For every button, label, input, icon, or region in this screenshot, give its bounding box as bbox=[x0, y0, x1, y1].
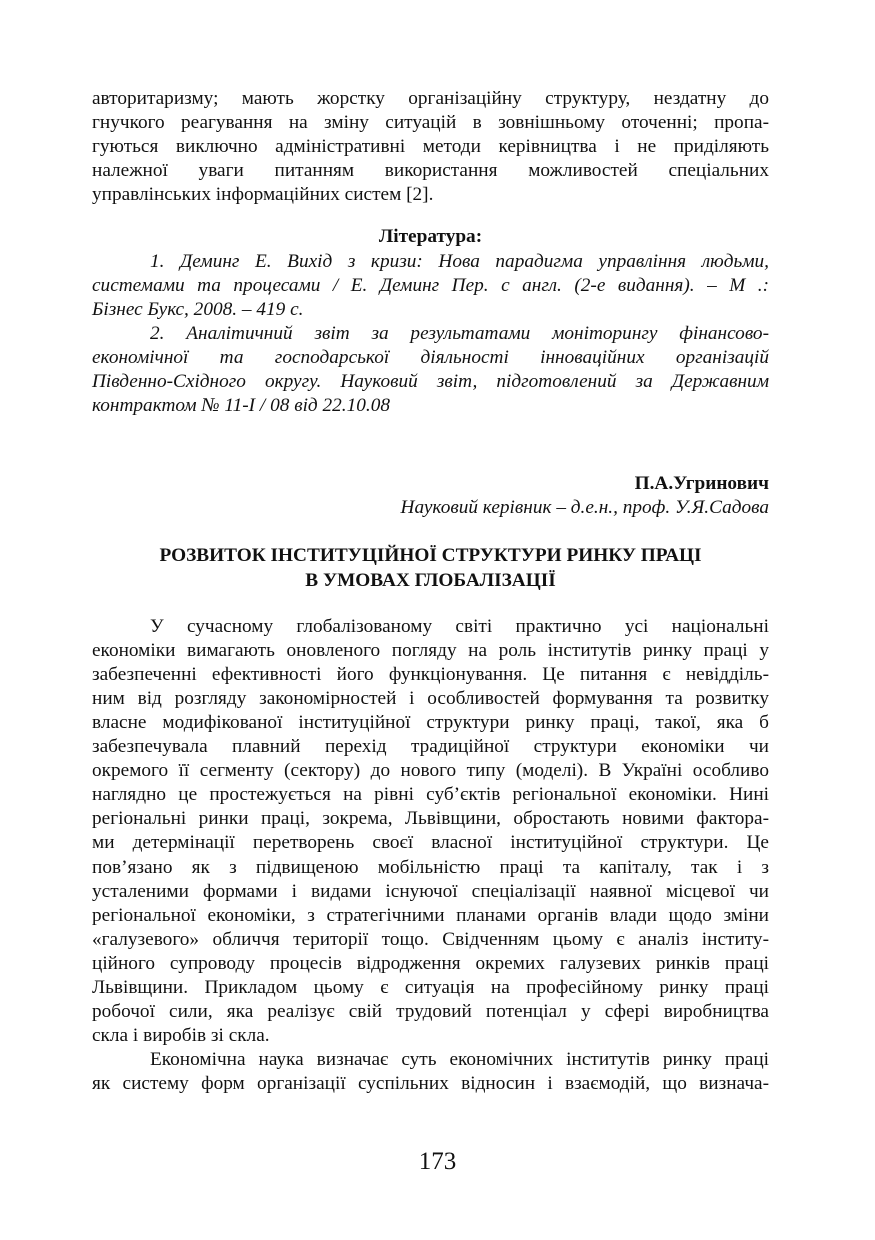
text-line: управлінських інформаційних систем [2]. bbox=[92, 184, 434, 206]
text-line: пов’язано як з підвищеною мобільністю праці та капіталу, так і з bbox=[92, 856, 769, 878]
text-line: регіональної економіки, з стратегічними планами органів влади щодо зміни bbox=[92, 904, 769, 926]
text-line: гнучкого реагування на зміну ситуацій в зовнішньому оточенні; пропа- bbox=[92, 112, 769, 134]
text-line: ційного супроводу процесів відродження окремих галузевих ринків праці bbox=[92, 952, 769, 974]
reference-item-1 bbox=[92, 250, 769, 322]
intro-paragraph bbox=[92, 87, 769, 207]
article-paragraph-2 bbox=[92, 1048, 769, 1096]
text-line: гуються виключно адміністративні методи керівництва і не приділяють bbox=[92, 136, 769, 158]
text-line: ми детермінації перетворень своєї власної інституційної структури. Це bbox=[92, 832, 769, 854]
text-line: авторитаризму; мають жорстку організаційну структуру, нездатну до bbox=[92, 88, 769, 109]
text-line: Львівщини. Прикладом цьому є ситуація на професійному ринку праці bbox=[92, 977, 769, 998]
references-heading: Література: bbox=[378, 226, 483, 248]
text-line: усталеними формами і видами існуючої спеціалізації наявної місцевої чи bbox=[92, 880, 769, 902]
text-line: окремого її сегменту (сектору) до нового типу (моделі). В Україні особливо bbox=[92, 760, 769, 782]
page-number: 173 bbox=[418, 1148, 457, 1175]
text-line: системами та процесами / Е. Деминг Пер. с англ. (2-е видання). – М .: bbox=[92, 274, 769, 296]
text-line: скла і виробів зі скла. bbox=[92, 1025, 270, 1047]
title-line: РОЗВИТОК ІНСТИТУЦІЙНОЇ СТРУКТУРИ РИНКУ ПРАЦІ bbox=[159, 545, 702, 567]
page-body bbox=[92, 87, 769, 1096]
text-line: Економічна наука визначає суть економічних інститутів ринку праці bbox=[150, 1049, 769, 1071]
text-line: забезпеченні ефективності його функціонування. Це питання є невідділь- bbox=[92, 663, 769, 685]
article-paragraph-1 bbox=[92, 615, 769, 1049]
text-line: регіональні ринки праці, зокрема, Львівщини, обростають новими фактора- bbox=[92, 808, 769, 830]
text-line: забезпечувала плавний перехід традиційної структури економіки чи bbox=[92, 736, 769, 758]
title-line: В УМОВАХ ГЛОБАЛІЗАЦІЇ bbox=[305, 569, 556, 591]
text-line: контрактом № 11-І / 08 від 22.10.08 bbox=[92, 395, 390, 417]
article-supervisor: Науковий керівник – д.е.н., проф. У.Я.Садова bbox=[400, 497, 769, 519]
text-line: ним від розгляду закономірностей і особливостей формування та розвитку bbox=[92, 687, 769, 709]
text-line: наглядно це простежується на рівні суб’єктів регіональної економіки. Нині bbox=[92, 784, 769, 806]
text-line: 2. Аналітичний звіт за результатами моніторингу фінансово- bbox=[150, 322, 769, 344]
reference-item-2 bbox=[92, 322, 769, 418]
text-line: Бізнес Букс, 2008. – 419 с. bbox=[92, 298, 304, 320]
article-author: П.А.Угринович bbox=[634, 473, 769, 495]
text-line: «галузевого» обличчя території тощо. Свідченням цьому є аналіз інститу- bbox=[92, 928, 769, 950]
text-line: економічної та господарської діяльності інноваційних організацій bbox=[92, 346, 769, 368]
text-line: У сучасному глобалізованому світі практично усі національні bbox=[150, 615, 769, 637]
text-line: Південно-Східного округу. Науковий звіт, підготовлений за Державним bbox=[92, 371, 769, 393]
text-line: робочої сили, яка реалізує свій трудовий потенціал у сфері виробництва bbox=[92, 1001, 769, 1023]
text-line: 1. Деминг Е. Вихід з кризи: Нова парадигма управління людьми, bbox=[150, 250, 769, 272]
article-title bbox=[92, 544, 769, 592]
text-line: власне модифікованої інституційної структури ринку праці, такої, яка б bbox=[92, 711, 769, 733]
text-line: належної уваги питанням використання можливостей спеціальних bbox=[92, 160, 769, 182]
text-line: як систему форм організації суспільних відносин і взаємодій, що визнача- bbox=[92, 1073, 769, 1095]
text-line: економіки вимагають оновленого погляду на роль інститутів ринку праці у bbox=[92, 639, 769, 661]
